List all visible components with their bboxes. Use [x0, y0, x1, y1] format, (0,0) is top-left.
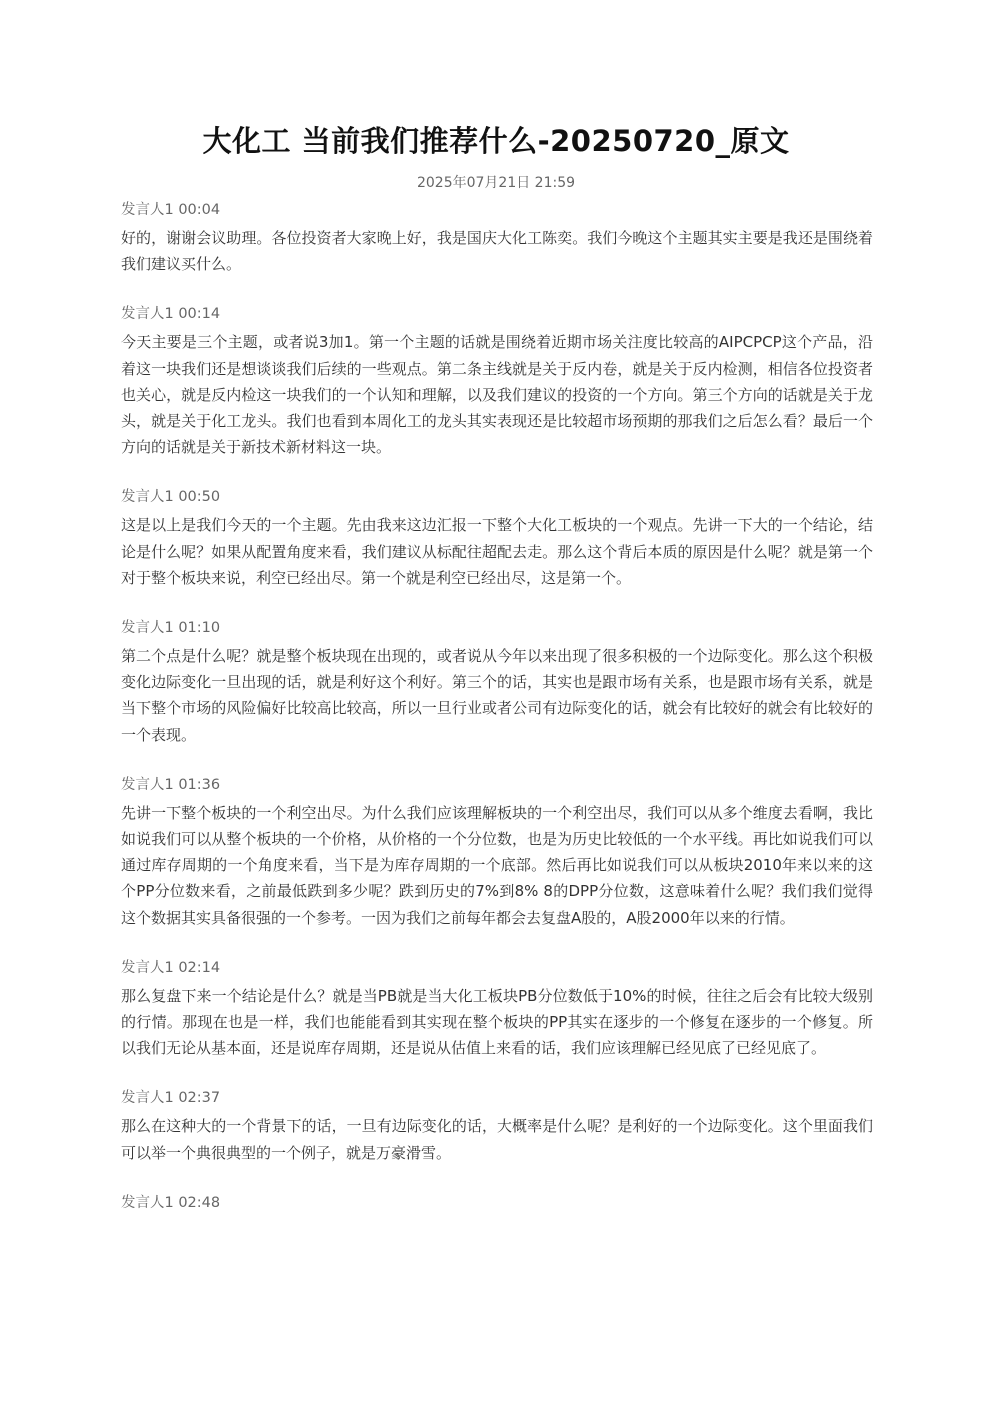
speaker-timestamp: 发言人1 00:14 — [121, 306, 221, 323]
transcript-section — [121, 303, 873, 460]
speaker-timestamp: 发言人1 02:37 — [121, 1090, 221, 1107]
transcript-section — [121, 1087, 873, 1165]
transcript-paragraph: 好的，谢谢会议助理。各位投资者大家晚上好，我是国庆大化工陈奕。我们今晚这个主题其实主要是我还是围绕着我们建议买什么。 — [121, 229, 873, 274]
transcript-paragraph: 那么复盘下来一个结论是什么？就是当PB就是当大化工板块PB分位数低于10%的时候，往往之后会有比较大级别的行情。那现在也是一样，我们也能能看到其实现在整个板块的PP其实在逐步的一个修复在逐步的一个修复。所以我们无论从基本面，还是说库存周期，还是说从估值上来看的话，我们应该理解已经见底了已经见底了。 — [121, 986, 873, 1058]
transcript-section — [121, 199, 873, 277]
transcript-paragraph: 第二个点是什么呢？就是整个板块现在出现的，或者说从今年以来出现了很多积极的一个边际变化。那么这个积极变化边际变化一旦出现的话，就是利好这个利好。第三个的话，其实也是跟市场有关系，也是跟市场有关系，就是当下整个市场的风险偏好比较高比较高，所以一旦行业或者公司有边际变化的话，就会有比较好的就会有比较好的一个表现。 — [121, 647, 873, 744]
page-title: 大化工 当前我们推荐什么-20250720_原文 — [202, 124, 790, 158]
speaker-timestamp: 发言人1 02:48 — [121, 1194, 221, 1211]
speaker-timestamp: 发言人1 00:50 — [121, 489, 221, 506]
transcript-paragraph: 先讲一下整个板块的一个利空出尽。为什么我们应该理解板块的一个利空出尽，我们可以从多个维度去看啊，我比如说我们可以从整个板块的一个价格，从价格的一个分位数，也是为历史比较低的一个水平线。再比如说我们可以通过库存周期的一个角度来看，当下是为库存周期的一个底部。然后再比如说我们可以从板块2010年来以来的这个PP分位数来看，之前最低跌到多少呢？跌到历史的7%到8% 8的DPP分位数，这意味着什么呢？我们我们觉得这个数据其实具备很强的一个参考。一因为我们之前每年都会去复盘A股的，A股2000年以来的行情。 — [121, 803, 873, 927]
speaker-timestamp: 发言人1 01:10 — [121, 620, 221, 637]
transcript-section — [121, 774, 873, 931]
transcript-section — [121, 617, 873, 748]
transcript-section — [121, 1192, 873, 1214]
speaker-timestamp: 发言人1 02:14 — [121, 959, 221, 976]
transcript-section — [121, 486, 873, 591]
transcript-paragraph: 那么在这种大的一个背景下的话，一旦有边际变化的话，大概率是什么呢？是利好的一个边际变化。这个里面我们可以举一个典很典型的一个例子，就是万豪滑雪。 — [121, 1117, 873, 1162]
transcript-paragraph: 今天主要是三个主题，或者说3加1。第一个主题的话就是围绕着近期市场关注度比较高的AIPCPCP这个产品，沿着这一块我们还是想谈谈我们后续的一些观点。第二条主线就是关于反内卷，就是关于反内检测，相信各位投资者也关心，就是反内检这一块我们的一个认知和理解，以及我们建议的投资的一个方向。第三个方向的话就是关于龙头，就是关于化工龙头。我们也看到本周化工的龙头其实表现还是比较超市场预期的那我们之后怎么看？最后一个方向的话就是关于新技术新材料这一块。 — [121, 333, 873, 457]
transcript-section — [121, 957, 873, 1062]
transcript-paragraph: 这是以上是我们今天的一个主题。先由我来这边汇报一下整个大化工板块的一个观点。先讲一下大的一个结论，结论是什么呢？如果从配置角度来看，我们建议从标配往超配去走。那么这个背后本质的原因是什么呢？就是第一个对于整个板块来说，利空已经出尽。第一个就是利空已经出尽，这是第一个。 — [121, 516, 873, 587]
transcript-body — [121, 199, 873, 1240]
speaker-timestamp: 发言人1 01:36 — [121, 776, 221, 793]
speaker-timestamp: 发言人1 00:04 — [121, 202, 221, 218]
document-date: 2025年07月21日 21:59 — [416, 175, 576, 191]
